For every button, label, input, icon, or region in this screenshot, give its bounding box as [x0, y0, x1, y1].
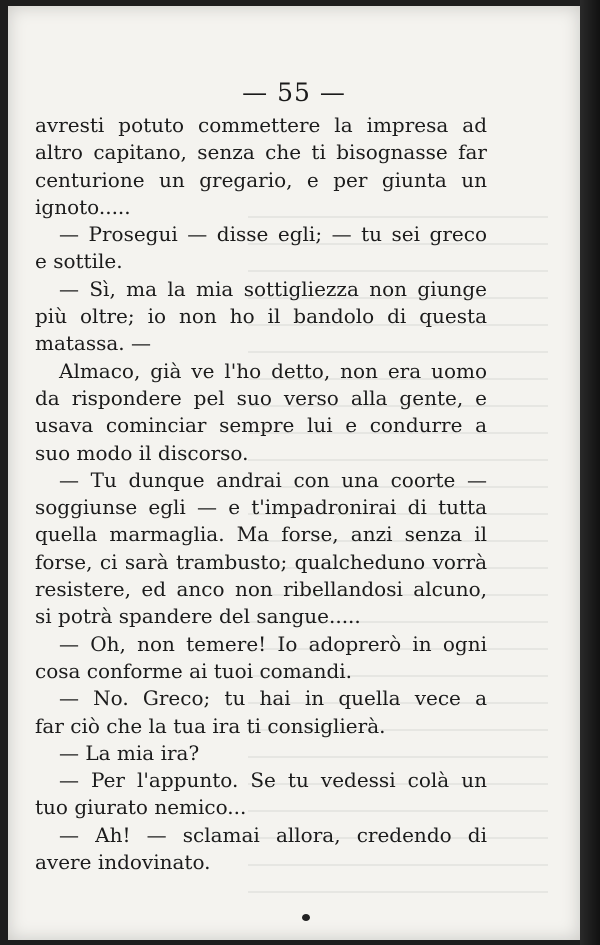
text-line: Almaco, già ve l'ho detto, non era uomo — [59, 358, 487, 383]
text-line: — Ah! — sclamai allora, credendo di — [59, 822, 487, 847]
text-line: e sottile. — [35, 249, 123, 274]
body-text — [35, 112, 487, 876]
text-line: — Per l'appunto. Se tu vedessi colà un — [59, 768, 487, 793]
text-line: da rispondere pel suo verso alla gente, e — [35, 385, 487, 410]
text-line: si potrà spandere del sangue..... — [35, 604, 361, 629]
text-line: centurione un gregario, e per giunta un — [35, 167, 487, 192]
text-line: tuo giurato nemico... — [35, 795, 247, 820]
text-line: — Oh, non temere! Io adoprerò in ogni — [59, 631, 487, 656]
text-line: far ciò che la tua ira ti consiglierà. — [35, 713, 386, 738]
text-line: altro capitano, senza che ti bisognasse far — [35, 140, 487, 165]
text-line: — Sì, ma la mia sottigliezza non giunge — [59, 276, 487, 301]
text-line: avresti potuto commettere la impresa ad — [35, 113, 487, 137]
book-page — [8, 6, 580, 940]
text-line: forse, ci sarà trambusto; qualcheduno vorrà — [35, 549, 487, 574]
ink-speck — [302, 914, 310, 921]
text-line: ignoto..... — [35, 194, 131, 219]
text-line: matassa. — — [35, 331, 152, 356]
text-line: — Prosegui — disse egli; — tu sei greco — [59, 222, 487, 247]
text-line: usava cominciar sempre lui e condurre a — [35, 413, 487, 438]
text-line: più oltre; io non ho il bandolo di questa — [35, 304, 487, 329]
text-line: soggiunse egli — e t'impadronirai di tutta — [35, 495, 487, 520]
text-line: — Tu dunque andrai con una coorte — — [59, 467, 487, 492]
text-line: avere indovinato. — [35, 850, 211, 875]
text-line: resistere, ed anco non ribellandosi alcuno, — [35, 577, 487, 602]
text-line: suo modo il discorso. — [35, 440, 249, 465]
text-line: quella marmaglia. Ma forse, anzi senza il — [35, 522, 487, 547]
text-line: — No. Greco; tu hai in quella vece a — [59, 686, 487, 711]
page-number: — 55 — — [242, 78, 346, 107]
text-line: cosa conforme ai tuoi comandi. — [35, 658, 353, 683]
page-edge-shadow — [580, 0, 600, 945]
text-line: — La mia ira? — [59, 740, 200, 765]
